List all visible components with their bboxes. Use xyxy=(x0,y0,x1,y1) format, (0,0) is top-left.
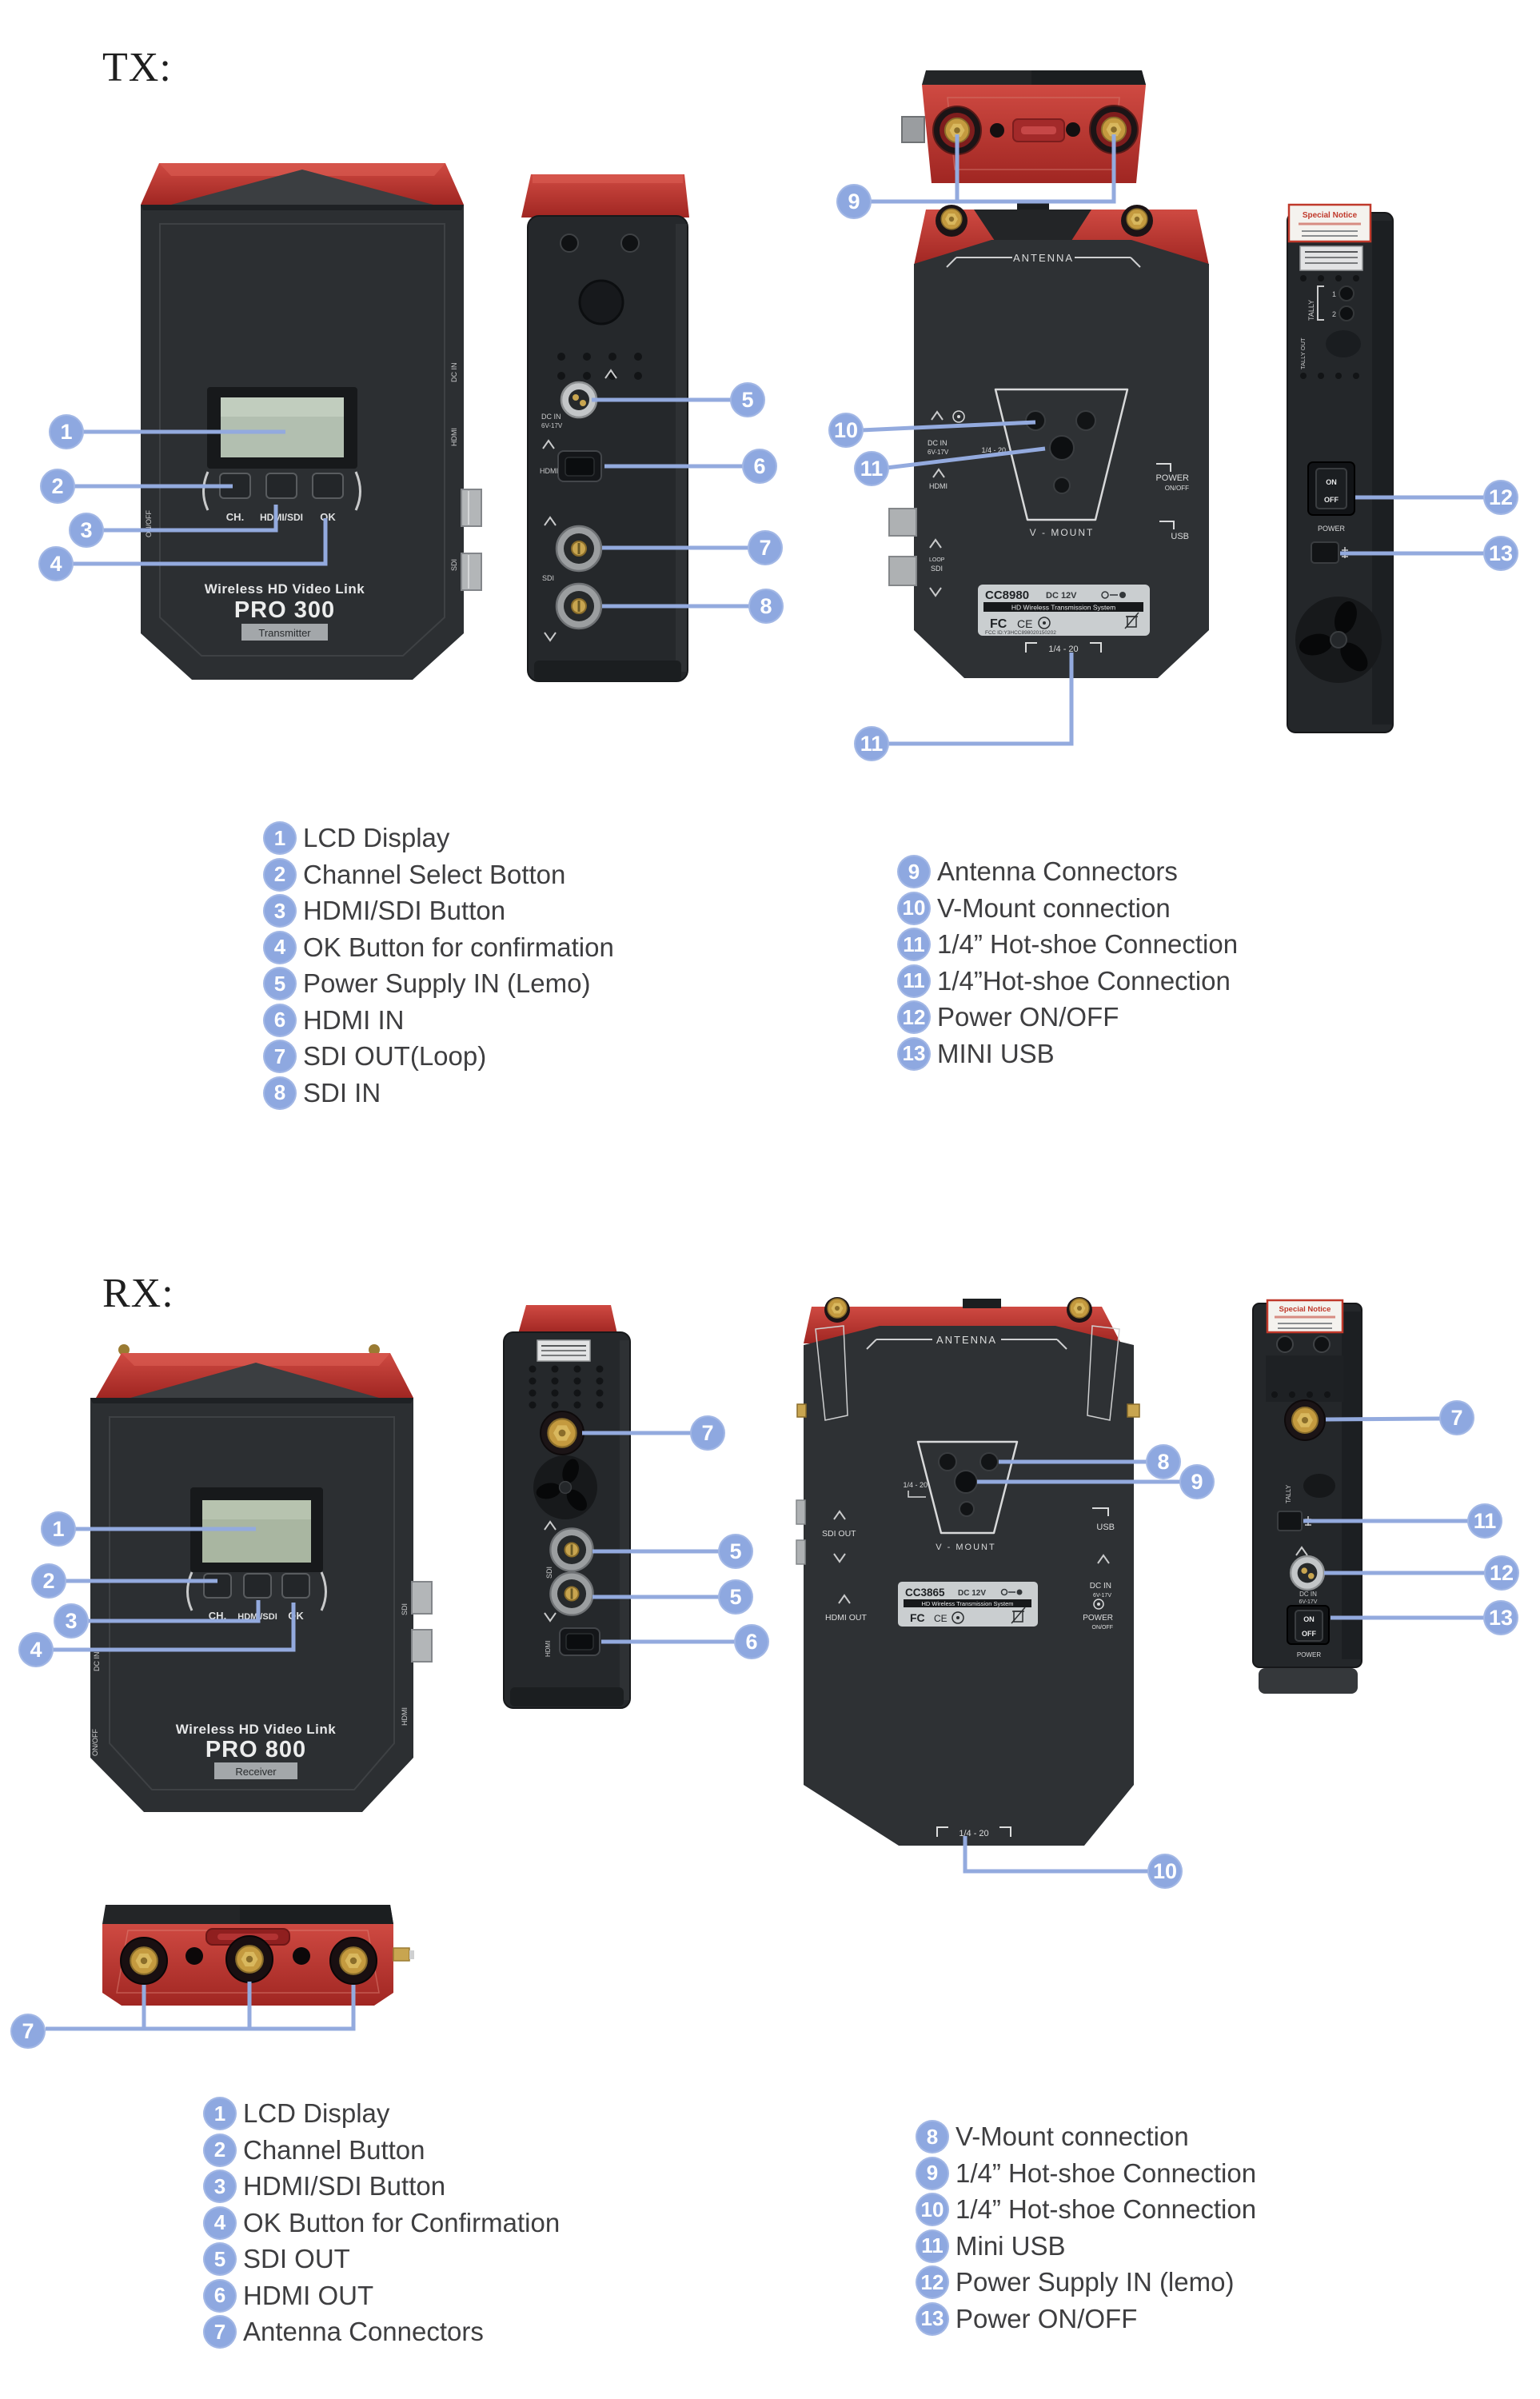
legend-row xyxy=(263,1004,614,1037)
callout-3: 3 xyxy=(69,513,104,548)
callout-12: 12 xyxy=(1483,480,1518,515)
rx-side-view-photo xyxy=(504,1305,630,1708)
callout-7: 7 xyxy=(748,530,783,565)
rx-back-quarter-small-label: 1/4 - 20 xyxy=(903,1481,928,1489)
callout-4: 4 xyxy=(38,546,74,581)
legend-number-badge: 12 xyxy=(897,1000,931,1034)
tx-back-dcvolts-label: 6V-17V xyxy=(928,449,949,456)
legend-number-badge: 6 xyxy=(203,2279,237,2313)
rx-back-view-photo xyxy=(796,1297,1139,1846)
legend-label: Channel Select Botton xyxy=(303,859,566,889)
rx-right-dcin-label: DC IN xyxy=(1299,1591,1317,1598)
tx-side-sdi-label: SDI xyxy=(542,574,555,582)
callout-5: 5 xyxy=(718,1579,753,1615)
legend-number-badge: 12 xyxy=(916,2265,949,2299)
rx-back-dcin-label: DC IN xyxy=(1089,1582,1111,1591)
rx-bottom-antenna-connector-1 xyxy=(121,1938,167,1984)
callout-1: 1 xyxy=(41,1511,76,1547)
tx-back-bnc-stub-1 xyxy=(889,509,916,536)
rx-front-edge-dcin-label: DC IN xyxy=(93,1651,101,1671)
rx-front-edge-onoff-label: ON/OFF xyxy=(91,1729,99,1756)
tx-side-round-button xyxy=(580,281,623,324)
legend-label: HDMI IN xyxy=(303,1004,405,1035)
tx-back-sub-text: HD Wireless Transmission System xyxy=(1011,603,1116,612)
tx-back-dc12-text: DC 12V xyxy=(1046,591,1077,601)
callout-13: 13 xyxy=(1483,536,1518,571)
tx-side-dcin-label: DC IN xyxy=(541,413,561,421)
legend-row xyxy=(203,2169,560,2203)
callout-6: 6 xyxy=(742,449,777,484)
rx-back-power-label: POWER xyxy=(1083,1614,1113,1623)
rx-switch-off-label: OFF xyxy=(1302,1630,1316,1638)
tx-back-product-label xyxy=(978,585,1150,636)
legend-number-badge: 4 xyxy=(203,2206,237,2240)
legend-label: V-Mount connection xyxy=(956,2122,1189,2151)
tx-front-edge-hdmi-label: HDMI xyxy=(450,428,458,446)
rx-front-edge-sdi-label: SDI xyxy=(401,1603,409,1615)
callout-4: 4 xyxy=(18,1632,54,1667)
legend-number-badge: 9 xyxy=(897,855,931,888)
rx-mini-usb-port xyxy=(1278,1511,1302,1531)
rx-section-title: RX: xyxy=(102,1271,174,1316)
tx-brand-text: Wireless HD Video Link xyxy=(204,581,365,597)
legend-row xyxy=(263,931,614,964)
rx-front-edge-bnc-stubs xyxy=(412,1582,432,1662)
legend-number-badge: 9 xyxy=(916,2157,949,2190)
tx-model-text: PRO 300 xyxy=(233,597,336,623)
legend-number-badge: 10 xyxy=(916,2193,949,2226)
legend-row xyxy=(897,855,1238,888)
legend-row xyxy=(897,1037,1238,1071)
legend-row xyxy=(916,2302,1256,2336)
rx-model-text: PRO 800 xyxy=(205,1737,307,1762)
legend-number-badge: 5 xyxy=(203,2242,237,2276)
rx-back-usb-label: USB xyxy=(1096,1523,1115,1532)
rx-back-sdiout-label: SDI OUT xyxy=(822,1529,856,1539)
tx-special-notice-label xyxy=(1289,205,1370,241)
callout-11: 11 xyxy=(1467,1503,1502,1539)
rx-channel-button xyxy=(204,1574,231,1598)
tx-vmount-hole-right xyxy=(1076,411,1095,430)
rx-btn-ok-label: OK xyxy=(288,1610,304,1622)
legend-label: 1/4”Hot-shoe Connection xyxy=(937,965,1231,996)
tx-btn-ch-label: CH. xyxy=(225,511,245,523)
legend-label: HDMI OUT xyxy=(243,2280,374,2310)
rx-bottom-antenna-connector-2 xyxy=(226,1936,273,1982)
rx-power-lemo-connector xyxy=(1291,1556,1324,1590)
legend-row xyxy=(263,821,614,855)
tx-sdi-in-connector xyxy=(557,584,601,629)
legend-row xyxy=(203,2097,560,2130)
legend-row xyxy=(263,894,614,928)
tx-front-edge-sdi-label: SDI xyxy=(450,558,458,571)
rx-qc-sticker xyxy=(537,1340,590,1361)
legend-row xyxy=(916,2193,1256,2226)
callout-13: 13 xyxy=(1483,1600,1518,1635)
tx-power-text: POWER xyxy=(1317,525,1346,533)
legend-number-badge: 11 xyxy=(897,928,931,961)
tx-top-view-photo xyxy=(902,70,1146,183)
rx-bottom-antenna-connector-3 xyxy=(330,1938,377,1984)
tx-back-onoff-label: ON/OFF xyxy=(1164,485,1189,492)
legend-label: SDI IN xyxy=(303,1077,381,1108)
tx-front-view-photo xyxy=(141,163,481,680)
callout-7: 7 xyxy=(690,1415,725,1451)
rx-back-vmount-label: V - MOUNT xyxy=(936,1543,996,1552)
tx-notice-title: Special Notice xyxy=(1302,211,1358,220)
rx-back-onoff-label: ON/OFF xyxy=(1091,1625,1113,1631)
tx-back-quarter-small-label: 1/4 - 20 xyxy=(981,446,1006,454)
tx-front-edge-bnc-stubs xyxy=(461,489,481,590)
callout-8: 8 xyxy=(748,589,784,624)
legend-number-badge: 13 xyxy=(897,1037,931,1071)
legend-number-badge: 2 xyxy=(203,2134,237,2167)
tx-legend-right-column xyxy=(897,855,1238,1071)
rx-side-antenna-connector xyxy=(541,1411,584,1455)
legend-row xyxy=(263,1040,614,1073)
legend-number-badge: 3 xyxy=(203,2169,237,2203)
legend-number-badge: 11 xyxy=(897,964,931,998)
tx-switch-on-label: ON xyxy=(1326,478,1337,486)
legend-row xyxy=(916,2265,1256,2299)
rx-front-view-photo xyxy=(90,1344,432,1812)
rx-back-fcc-logo: FC xyxy=(910,1611,925,1624)
legend-number-badge: 7 xyxy=(263,1040,297,1073)
tx-back-fccid-text: FCC ID:Y3HCC898020150202 xyxy=(985,630,1056,636)
callout-10: 10 xyxy=(828,413,864,448)
rx-legend-left-column xyxy=(203,2097,560,2349)
tx-back-sdi-label: SDI xyxy=(931,565,944,573)
tx-back-bnc-stub-2 xyxy=(889,557,916,585)
tx-right-side-view-photo xyxy=(1287,205,1393,732)
tx-front-edge-dcin-label: DC IN xyxy=(450,362,458,382)
tx-quarter20-hotshoe-hole xyxy=(1050,436,1074,460)
legend-row xyxy=(263,967,614,1000)
tx-legend-left-column xyxy=(263,821,614,1110)
rx-back-product-label xyxy=(898,1582,1038,1627)
legend-row xyxy=(203,2279,560,2313)
tx-section-title: TX: xyxy=(102,45,172,90)
legend-label: Power ON/OFF xyxy=(937,1002,1119,1032)
legend-number-badge: 10 xyxy=(897,892,931,925)
legend-label: 1/4” Hot-shoe Connection xyxy=(956,2194,1257,2224)
legend-label: Antenna Connectors xyxy=(937,856,1178,886)
legend-label: Power ON/OFF xyxy=(956,2303,1138,2333)
rx-right-tally-label: TALLY xyxy=(1285,1484,1292,1503)
legend-row xyxy=(203,2315,560,2349)
legend-label: OK Button for confirmation xyxy=(303,932,614,962)
legend-label: 1/4” Hot-shoe Connection xyxy=(937,929,1239,959)
tx-hdmi-sdi-button xyxy=(266,473,297,498)
legend-row xyxy=(203,2242,560,2276)
rx-right-antenna-connector xyxy=(1285,1400,1325,1440)
rx-hdmi-sdi-button xyxy=(244,1574,271,1598)
legend-label: MINI USB xyxy=(937,1038,1055,1068)
legend-number-badge: 4 xyxy=(263,931,297,964)
tx-back-quarter20-label: 1/4 - 20 xyxy=(1048,645,1079,654)
tx-back-power-label: POWER xyxy=(1155,473,1189,483)
rx-role-badge: Receiver xyxy=(235,1766,277,1778)
tx-top-side-stub xyxy=(902,117,924,142)
tx-back-fcc-logo: FC xyxy=(990,617,1007,631)
rx-back-antenna-label: ANTENNA xyxy=(936,1334,998,1346)
tx-ok-button xyxy=(313,473,343,498)
tx-tally-2: 2 xyxy=(1332,310,1337,318)
legend-number-badge: 8 xyxy=(916,2120,949,2154)
tx-mini-usb-port xyxy=(1311,542,1339,563)
rx-btn-ch-label: CH. xyxy=(208,1610,227,1622)
tx-front-edge-onoff-label: ON/OFF xyxy=(145,510,153,537)
callout-9: 9 xyxy=(1179,1464,1215,1499)
rx-back-dcvolts-label: 6V-17V xyxy=(1093,1593,1111,1599)
callout-9: 9 xyxy=(836,184,872,219)
tx-back-model-text: CC8980 xyxy=(985,589,1030,602)
tx-power-lemo-connector xyxy=(561,382,596,417)
legend-number-badge: 3 xyxy=(263,894,297,928)
tx-tally-out-label: TALLY OUT xyxy=(1299,337,1307,369)
rx-back-dc12-text: DC 12V xyxy=(958,1589,987,1598)
legend-number-badge: 5 xyxy=(263,967,297,1000)
tx-back-hdmi-label: HDMI xyxy=(929,482,948,490)
callout-10: 10 xyxy=(1147,1854,1183,1889)
tx-back-dcin-label: DC IN xyxy=(928,439,948,447)
rx-back-model-text: CC3865 xyxy=(905,1587,945,1599)
legend-label: HDMI/SDI Button xyxy=(243,2171,446,2201)
legend-label: SDI OUT xyxy=(243,2244,350,2273)
tx-btn-hdmisdi-label: HDMI/SDI xyxy=(260,512,303,523)
legend-row xyxy=(263,858,614,892)
legend-number-badge: 7 xyxy=(203,2315,237,2349)
legend-number-badge: 1 xyxy=(263,821,297,855)
tx-sdi-out-connector xyxy=(557,526,601,571)
rx-right-side-view-photo xyxy=(1253,1300,1362,1694)
callout-11: 11 xyxy=(854,451,889,486)
tx-side-dcvolts-label: 6V-17V xyxy=(541,422,563,429)
rx-sdi-out-connector-1 xyxy=(550,1528,592,1571)
callout-5: 5 xyxy=(718,1534,753,1569)
legend-label: V-Mount connection xyxy=(937,892,1171,923)
rx-special-notice-label xyxy=(1267,1300,1343,1332)
legend-label: LCD Display xyxy=(303,823,450,852)
tx-back-usb-label: USB xyxy=(1171,532,1189,541)
legend-label: Antenna Connectors xyxy=(243,2317,484,2346)
legend-label: HDMI/SDI Button xyxy=(303,896,506,925)
rx-quarter20-hotshoe-hole xyxy=(955,1471,977,1493)
callout-5: 5 xyxy=(730,382,765,417)
legend-label: Power Supply IN (lemo) xyxy=(956,2267,1235,2297)
legend-label: Mini USB xyxy=(956,2230,1066,2261)
tx-tally-out-port xyxy=(1326,330,1361,357)
tx-power-switch xyxy=(1308,462,1354,515)
rx-tally-port xyxy=(1303,1474,1335,1498)
callout-7: 7 xyxy=(1439,1400,1474,1435)
legend-row xyxy=(263,1076,614,1110)
rx-side-hdmi-label: HDMI xyxy=(545,1640,552,1657)
legend-row xyxy=(897,928,1238,961)
tx-switch-off-label: OFF xyxy=(1324,496,1339,504)
callout-1: 1 xyxy=(49,414,84,449)
callout-11: 11 xyxy=(854,726,889,761)
tx-back-view-photo xyxy=(889,203,1209,678)
legend-number-badge: 2 xyxy=(263,858,297,892)
rx-bottom-view-photo xyxy=(102,1905,414,2006)
rx-ok-button xyxy=(282,1574,309,1598)
tx-side-hdmi-label: HDMI xyxy=(540,467,558,475)
callout-2: 2 xyxy=(40,469,75,504)
legend-label: OK Button for Confirmation xyxy=(243,2207,561,2237)
tx-back-ce-logo: CE xyxy=(1017,617,1033,630)
legend-label: 1/4” Hot-shoe Connection xyxy=(956,2158,1257,2188)
rx-right-power-text: POWER xyxy=(1296,1651,1322,1659)
callout-8: 8 xyxy=(1146,1444,1181,1479)
tx-tally-1: 1 xyxy=(1332,290,1337,298)
callout-3: 3 xyxy=(54,1603,89,1639)
tx-back-vmount-label: V - MOUNT xyxy=(1029,527,1095,538)
legend-row xyxy=(203,2134,560,2167)
rx-back-hdmiout-label: HDMI OUT xyxy=(825,1613,867,1623)
tx-back-antenna-label: ANTENNA xyxy=(1012,252,1075,264)
tx-qc-sticker xyxy=(1300,246,1362,270)
legend-number-badge: 11 xyxy=(916,2229,949,2263)
rx-notice-title: Special Notice xyxy=(1279,1305,1331,1314)
rx-fan xyxy=(533,1455,597,1519)
rx-sdi-out-connector-2 xyxy=(550,1572,592,1615)
rx-back-quarter20-label: 1/4 - 20 xyxy=(959,1829,989,1838)
callout-6: 6 xyxy=(734,1624,769,1659)
legend-number-badge: 8 xyxy=(263,1076,297,1110)
rx-vmount-hole-left xyxy=(939,1453,956,1471)
tx-role-badge: Transmitter xyxy=(258,627,311,639)
legend-row xyxy=(203,2206,560,2240)
legend-row xyxy=(897,892,1238,925)
rx-power-switch xyxy=(1287,1606,1329,1644)
rx-btn-hdmisdi-label: HDMI/SDI xyxy=(237,1612,277,1622)
legend-label: Channel Button xyxy=(243,2134,425,2165)
legend-row xyxy=(916,2229,1256,2263)
legend-label: Power Supply IN (Lemo) xyxy=(303,968,591,998)
legend-row xyxy=(916,2157,1256,2190)
rx-side-sdi-label: SDI xyxy=(545,1566,553,1579)
legend-number-badge: 1 xyxy=(203,2097,237,2130)
tx-fan xyxy=(1295,597,1382,683)
rx-vmount-hole-right xyxy=(980,1453,998,1471)
tx-btn-ok-label: OK xyxy=(320,511,336,523)
tx-tally-label: TALLY xyxy=(1307,299,1315,321)
rx-right-dcvolts-label: 6V-17V xyxy=(1299,1599,1318,1605)
callout-2: 2 xyxy=(31,1563,66,1599)
legend-label: LCD Display xyxy=(243,2098,390,2128)
legend-row xyxy=(897,1000,1238,1034)
callout-7: 7 xyxy=(10,2014,46,2049)
legend-label: SDI OUT(Loop) xyxy=(303,1041,487,1071)
rx-legend-right-column xyxy=(916,2120,1256,2336)
rx-switch-on-label: ON xyxy=(1303,1615,1315,1623)
rx-back-sub-text: HD Wireless Transmission System xyxy=(921,1600,1014,1607)
tx-back-loop-label: LOOP xyxy=(929,557,945,563)
legend-row xyxy=(916,2120,1256,2154)
rx-back-ce-logo: CE xyxy=(934,1613,948,1624)
legend-number-badge: 6 xyxy=(263,1004,297,1037)
legend-number-badge: 13 xyxy=(916,2302,949,2336)
legend-row xyxy=(897,964,1238,998)
callout-12: 12 xyxy=(1484,1555,1519,1591)
rx-front-edge-hdmi-label: HDMI xyxy=(401,1707,409,1726)
rx-brand-text: Wireless HD Video Link xyxy=(175,1722,337,1737)
